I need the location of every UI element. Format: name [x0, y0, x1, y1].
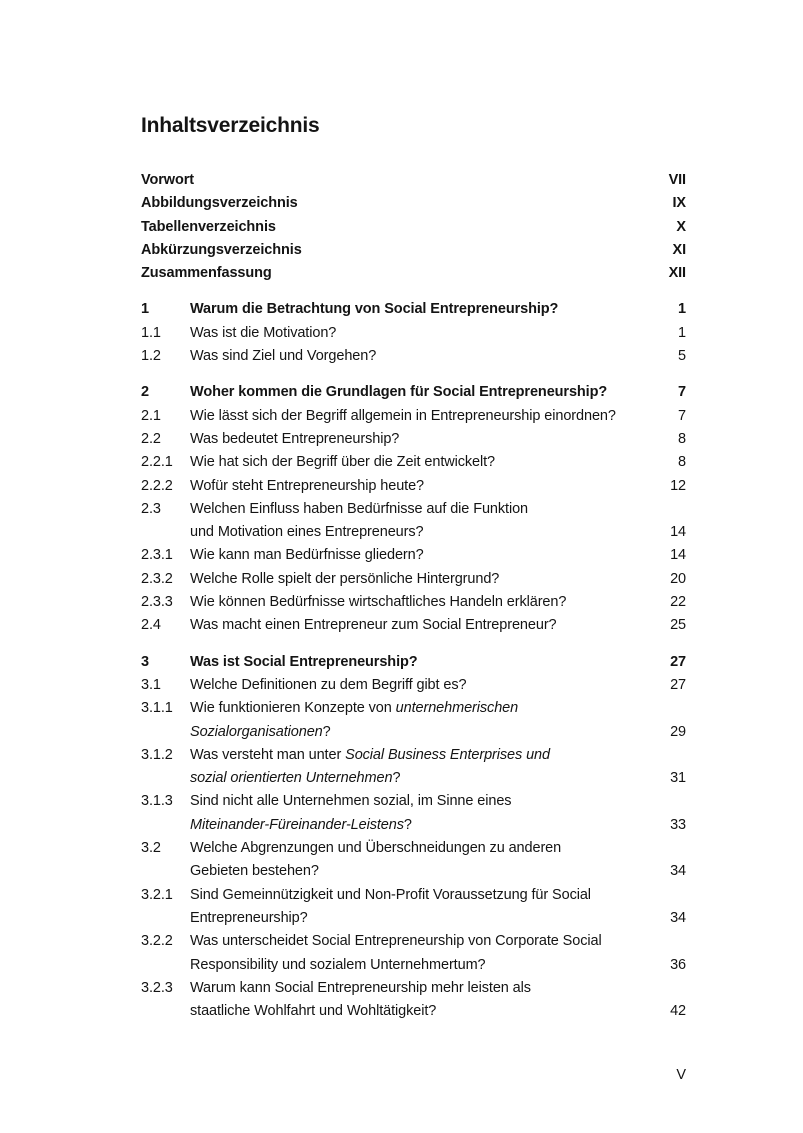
entry-title-line [190, 322, 672, 345]
entry-title-line [190, 977, 664, 1000]
entry-title [190, 345, 672, 368]
toc-row [141, 674, 686, 697]
entry-title-segment: Gebieten bestehen? [190, 863, 319, 880]
entry-title [190, 544, 664, 567]
entry-number: 3.1.2 [141, 746, 173, 763]
entry-page: 29 [670, 723, 686, 740]
entry-title [190, 381, 672, 404]
front-matter-row [141, 216, 686, 239]
entry-title-segment: Was bedeutet Entrepreneurship? [190, 430, 400, 447]
toc-row [141, 837, 686, 884]
front-matter-page: XI [672, 241, 686, 258]
entry-title-line [190, 451, 672, 474]
entry-title [190, 884, 664, 931]
page-number: V [676, 1067, 686, 1083]
entry-title [190, 405, 672, 428]
entry-title-segment: Wie lässt sich der Begriff allgemein in Entrepreneurship einordnen? [190, 407, 616, 424]
entry-title-line [190, 930, 664, 953]
entry-page: 25 [670, 617, 686, 634]
entry-title-line [190, 298, 672, 321]
entry-title-segment: staatliche Wohlfahrt und Wohltätigkeit? [190, 1003, 437, 1020]
entry-title [190, 428, 672, 451]
entry-title [190, 475, 664, 498]
entry-title-line [190, 544, 664, 567]
entry-title-line [190, 744, 664, 767]
toc-row [141, 475, 686, 498]
front-matter-list [141, 169, 686, 285]
entry-title-segment: Was ist Social Entrepreneurship? [190, 653, 418, 670]
entry-number: 3.2 [141, 840, 161, 857]
entry-title [190, 591, 664, 614]
entry-page: 27 [670, 653, 686, 670]
entry-page: 12 [670, 477, 686, 494]
entry-title [190, 930, 664, 977]
entry-page: 8 [678, 430, 686, 447]
front-matter-label: Zusammenfassung [141, 265, 272, 282]
entry-title [190, 498, 664, 545]
toc-content [141, 112, 686, 1023]
toc-row [141, 651, 686, 674]
entry-page: 14 [670, 547, 686, 564]
entry-title-line [190, 591, 664, 614]
entry-title-line [190, 907, 664, 930]
entry-title-segment: Was unterscheidet Social Entrepreneurship von Corporate Social [190, 933, 602, 950]
entry-title-segment: Was macht einen Entrepreneur zum Social Entrepreneur? [190, 617, 557, 634]
front-matter-label: Abkürzungsverzeichnis [141, 241, 302, 258]
entry-page: 34 [670, 909, 686, 926]
entry-title-segment: Social Business Enterprises und [345, 746, 550, 763]
entry-number: 3.2.1 [141, 886, 173, 903]
entry-title-line [190, 1000, 664, 1023]
toc-row [141, 428, 686, 451]
entry-title-line [190, 767, 664, 790]
entry-number: 2 [141, 384, 149, 401]
entry-title-line [190, 428, 672, 451]
entry-number: 2.4 [141, 617, 161, 634]
entry-number: 3.2.3 [141, 979, 173, 996]
entry-title-segment: Responsibility und sozialem Unternehmertum? [190, 956, 486, 973]
entry-title [190, 651, 664, 674]
entry-title-line [190, 837, 664, 860]
entry-title [190, 614, 664, 637]
front-matter-page: IX [672, 195, 686, 212]
entry-number: 3.1 [141, 676, 161, 693]
entry-number: 2.2.2 [141, 477, 173, 494]
entry-title [190, 697, 664, 744]
front-matter-label: Tabellenverzeichnis [141, 218, 276, 235]
toc-row [141, 498, 686, 545]
entry-page: 42 [670, 1003, 686, 1020]
entry-number: 2.2 [141, 430, 161, 447]
entry-title-segment: Warum die Betrachtung von Social Entrepreneurship? [190, 301, 559, 318]
entry-title-segment: Woher kommen die Grundlagen für Social Entrepreneurship? [190, 384, 608, 401]
toc-row [141, 451, 686, 474]
entry-title [190, 744, 664, 791]
entry-page: 1 [678, 324, 686, 341]
entry-number: 2.2.1 [141, 454, 173, 471]
chapter-group [141, 651, 686, 1024]
front-matter-row [141, 192, 686, 215]
entry-title [190, 837, 664, 884]
entry-title-segment: Sind nicht alle Unternehmen sozial, im Sinne eines [190, 793, 512, 810]
entry-number: 2.3.2 [141, 570, 173, 587]
entry-page: 8 [678, 454, 686, 471]
chapter-group [141, 381, 686, 637]
toc-row [141, 345, 686, 368]
entry-title-line [190, 651, 664, 674]
entry-title-segment: Was versteht man unter [190, 746, 346, 763]
entry-number: 2.1 [141, 407, 161, 424]
entry-page: 31 [670, 770, 686, 787]
entry-page: 27 [670, 676, 686, 693]
entry-page: 7 [678, 407, 686, 424]
entry-number: 3.1.1 [141, 700, 173, 717]
entry-title-segment: und Motivation eines Entrepreneurs? [190, 524, 424, 541]
entry-page: 14 [670, 524, 686, 541]
toc-row [141, 884, 686, 931]
entry-title-segment: Wofür steht Entrepreneurship heute? [190, 477, 425, 494]
entry-page: 22 [670, 594, 686, 611]
toc-row [141, 790, 686, 837]
entry-title-segment: Welche Definitionen zu dem Begriff gibt es? [190, 676, 467, 693]
toc-row [141, 697, 686, 744]
entry-title-segment: Welche Rolle spielt der persönliche Hintergrund? [190, 570, 500, 587]
entry-title-line [190, 345, 672, 368]
entry-title [190, 568, 664, 591]
entry-title-line [190, 498, 664, 521]
entry-title-segment: Miteinander-Füreinander-Leistens [190, 816, 404, 833]
entry-title-segment: Wie hat sich der Begriff über die Zeit entwickelt? [190, 454, 496, 471]
entry-title [190, 790, 664, 837]
entry-title-segment: Was sind Ziel und Vorgehen? [190, 348, 377, 365]
entry-title [190, 322, 672, 345]
entry-page: 7 [678, 384, 686, 401]
front-matter-page: VII [668, 172, 686, 188]
entry-title-segment: Warum kann Social Entrepreneurship mehr leisten als [190, 979, 531, 996]
entry-title-segment: Sind Gemeinnützigkeit und Non-Profit Voraussetzung für Social [190, 886, 591, 903]
toc-row [141, 298, 686, 321]
entry-number: 1.2 [141, 348, 161, 365]
front-matter-page: XII [668, 265, 686, 282]
chapter-group [141, 298, 686, 368]
entry-title-segment: ? [392, 770, 401, 787]
entry-title [190, 674, 664, 697]
entry-title-segment: Wie kann man Bedürfnisse gliedern? [190, 547, 424, 564]
entry-title-line [190, 814, 664, 837]
entry-title-line [190, 674, 664, 697]
entry-title-line [190, 721, 664, 744]
toc-row [141, 591, 686, 614]
entry-page: 5 [678, 348, 686, 365]
entry-title-line [190, 954, 664, 977]
toc-row [141, 405, 686, 428]
toc-row [141, 977, 686, 1024]
entry-title-segment: Was ist die Motivation? [190, 324, 337, 341]
front-matter-row [141, 262, 686, 285]
entry-page: 36 [670, 956, 686, 973]
entry-page: 1 [678, 301, 686, 318]
entry-title-segment: Wie funktionieren Konzepte von [190, 700, 396, 717]
page-title: Inhaltsverzeichnis [141, 114, 320, 137]
toc-row [141, 322, 686, 345]
toc-row [141, 381, 686, 404]
front-matter-row [141, 239, 686, 262]
entry-number: 1.1 [141, 324, 161, 341]
entry-title-line [190, 884, 664, 907]
entry-title-segment: ? [403, 816, 412, 833]
entry-title-line [190, 614, 664, 637]
entry-number: 2.3.1 [141, 547, 173, 564]
entry-title-segment: Welche Abgrenzungen und Überschneidungen zu anderen [190, 840, 562, 857]
entry-title-segment: Wie können Bedürfnisse wirtschaftliches Handeln erklären? [190, 594, 567, 611]
entry-page: 20 [670, 570, 686, 587]
entry-number: 2.3 [141, 500, 161, 517]
entry-number: 1 [141, 301, 149, 318]
entry-title-segment: sozial orientierten Unternehmen [190, 770, 393, 787]
entry-title [190, 977, 664, 1024]
front-matter-row [141, 169, 686, 192]
entry-title-line [190, 381, 672, 404]
entry-title-segment: unternehmerischen [395, 700, 519, 717]
entry-page: 34 [670, 863, 686, 880]
entry-page: 33 [670, 816, 686, 833]
entry-title-line [190, 405, 672, 428]
toc-entries [141, 298, 686, 1023]
entry-title-segment: Sozialorganisationen [190, 723, 323, 740]
toc-row [141, 544, 686, 567]
entry-title-line [190, 860, 664, 883]
entry-number: 3.2.2 [141, 933, 173, 950]
toc-row [141, 930, 686, 977]
entry-number: 2.3.3 [141, 594, 173, 611]
entry-title-segment: Welchen Einfluss haben Bedürfnisse auf die Funktion [190, 500, 529, 517]
entry-number: 3.1.3 [141, 793, 173, 810]
entry-number: 3 [141, 653, 149, 670]
entry-title-line [190, 568, 664, 591]
entry-title-line [190, 521, 664, 544]
toc-row [141, 568, 686, 591]
entry-title [190, 298, 672, 321]
entry-title [190, 451, 672, 474]
entry-title-segment: Entrepreneurship? [190, 909, 308, 926]
entry-title-segment: ? [322, 723, 331, 740]
front-matter-label: Abbildungsverzeichnis [141, 195, 298, 212]
entry-title-line [190, 697, 664, 720]
entry-title-line [190, 475, 664, 498]
toc-row [141, 614, 686, 637]
front-matter-label: Vorwort [141, 172, 195, 188]
entry-title-line [190, 790, 664, 813]
front-matter-page: X [676, 218, 686, 235]
toc-row [141, 744, 686, 791]
